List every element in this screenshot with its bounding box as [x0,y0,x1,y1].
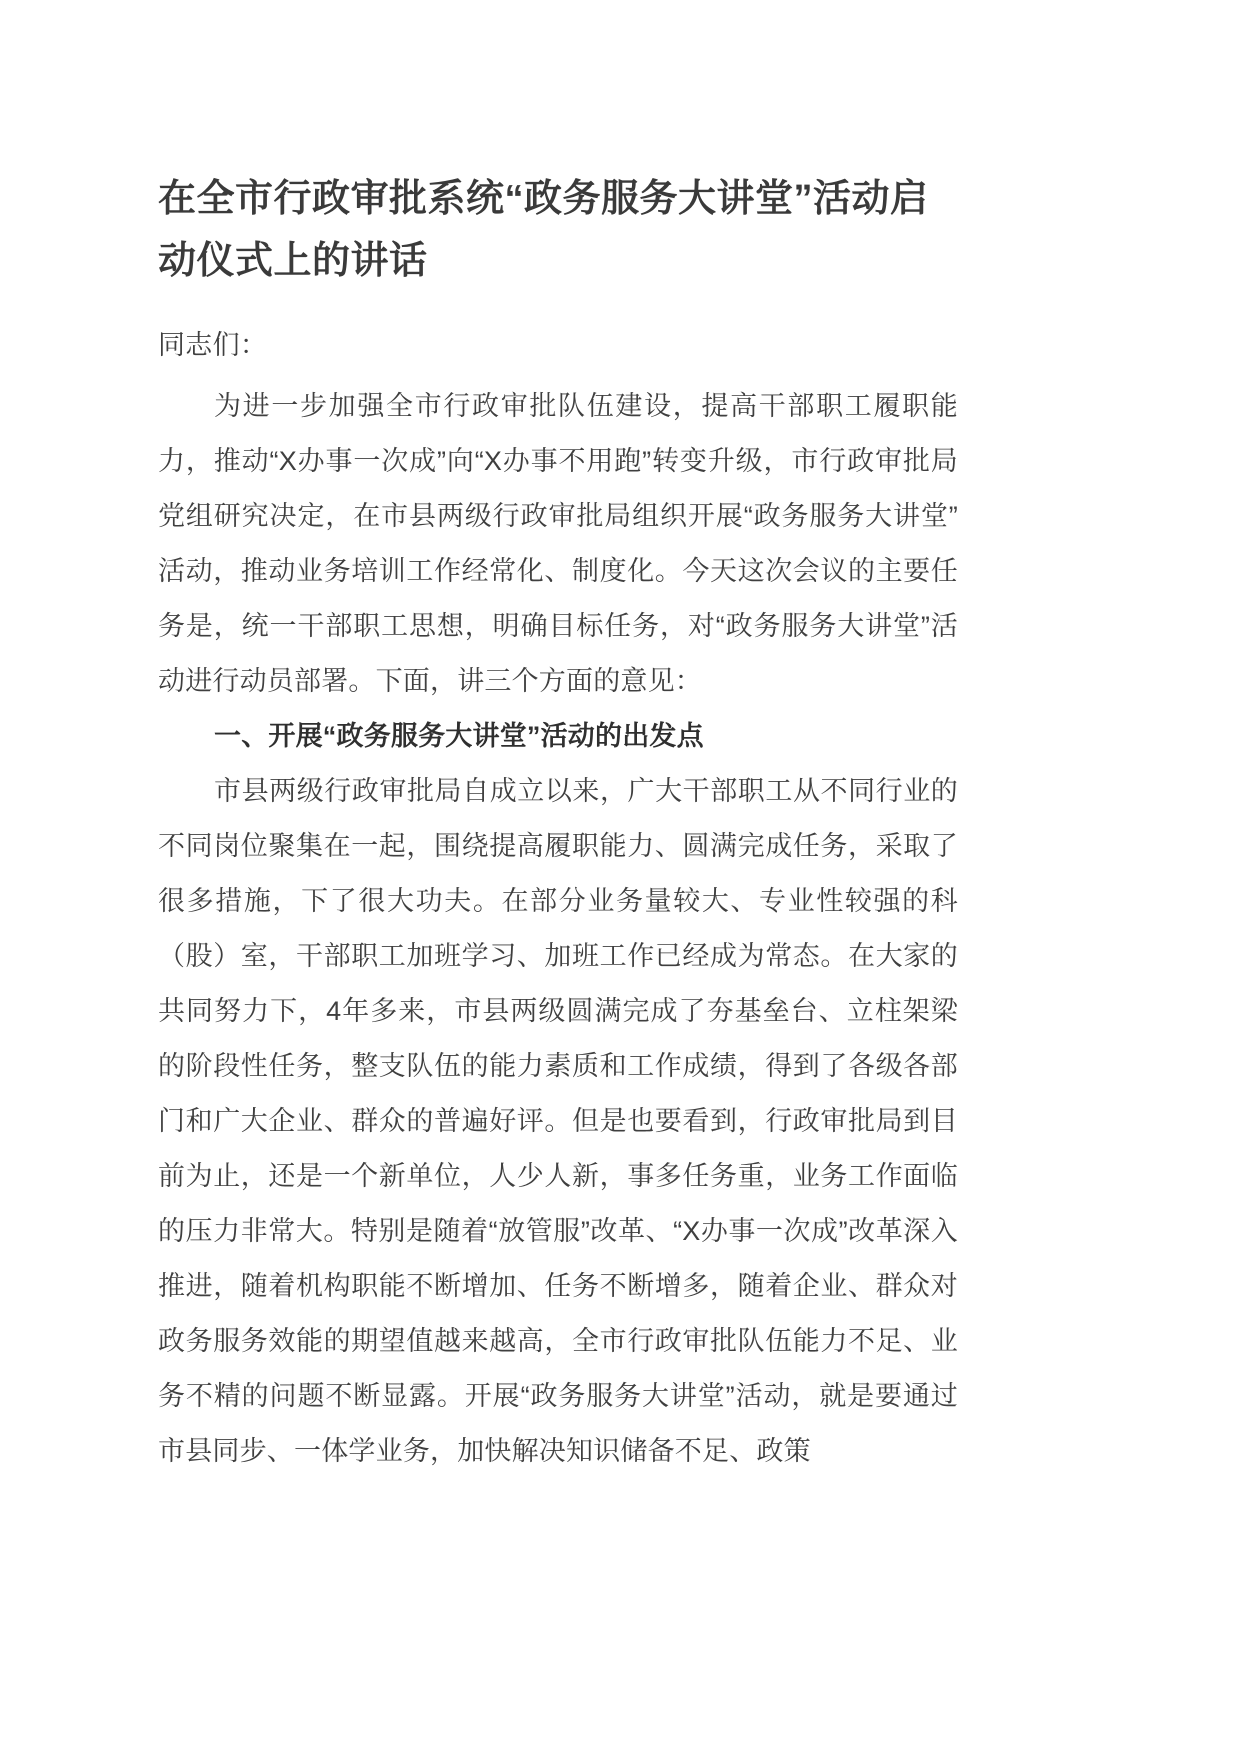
salutation: 同志们： [158,330,268,360]
page-title-line-1: 在全市行政审批系统“政务服务大讲堂”活动启动仪 [158,178,929,282]
page-title [158,168,958,292]
body-paragraph-2: 市县两级行政审批局自成立以来，广大干部职工从不同行业的不同岗位聚集在一起，围绕提高履职能力、圆满完成任务，采取了很多措施，下了很大功夫。在部分业务量较大、专业性较强的科（股）室，干部职工加班学习、加班工作已经成为常态。在大家的共同努力下，4年多来，市县两级圆满完成了夯基垒台、立柱架梁的阶段性任务，整支队伍的能力素质和工作成绩，得到了各级各部门和广大企业、群众的普遍好评。但是也要看到，行政审批局到目前为止，还是一个新单位，人少人新，事多任务重，业务工作面临的压力非常大。特别是随着“放管服”改革、“X办事一次成”改革深入推进，随着机构职能不断增加、任务不断增多，随着企业、群众对政务服务效能的期望值越来越高，全市行政审批队伍能力不足、业务不精的问题不断显露。开展“政务服务大讲堂”活动，就是要通过市县同步、一体学业务，加快解决知识储备不足、政策 [158,776,958,1466]
page-title-line-2: 式上的讲话 [235,240,428,282]
body-paragraph-1: 为进一步加强全市行政审批队伍建设，提高干部职工履职能力，推动“X办事一次成”向“X办事不用跑”转变升级，市行政审批局党组研究决定，在市县两级行政审批局组织开展“政务服务大讲堂”活动，推动业务培训工作经常化、制度化。今天这次会议的主要任务是，统一干部职工思想，明确目标任务，对“政务服务大讲堂”活动进行动员部署。下面，讲三个方面的意见： [158,391,958,696]
section-heading-one: 一、开展“政务服务大讲堂”活动的出发点 [214,721,704,751]
